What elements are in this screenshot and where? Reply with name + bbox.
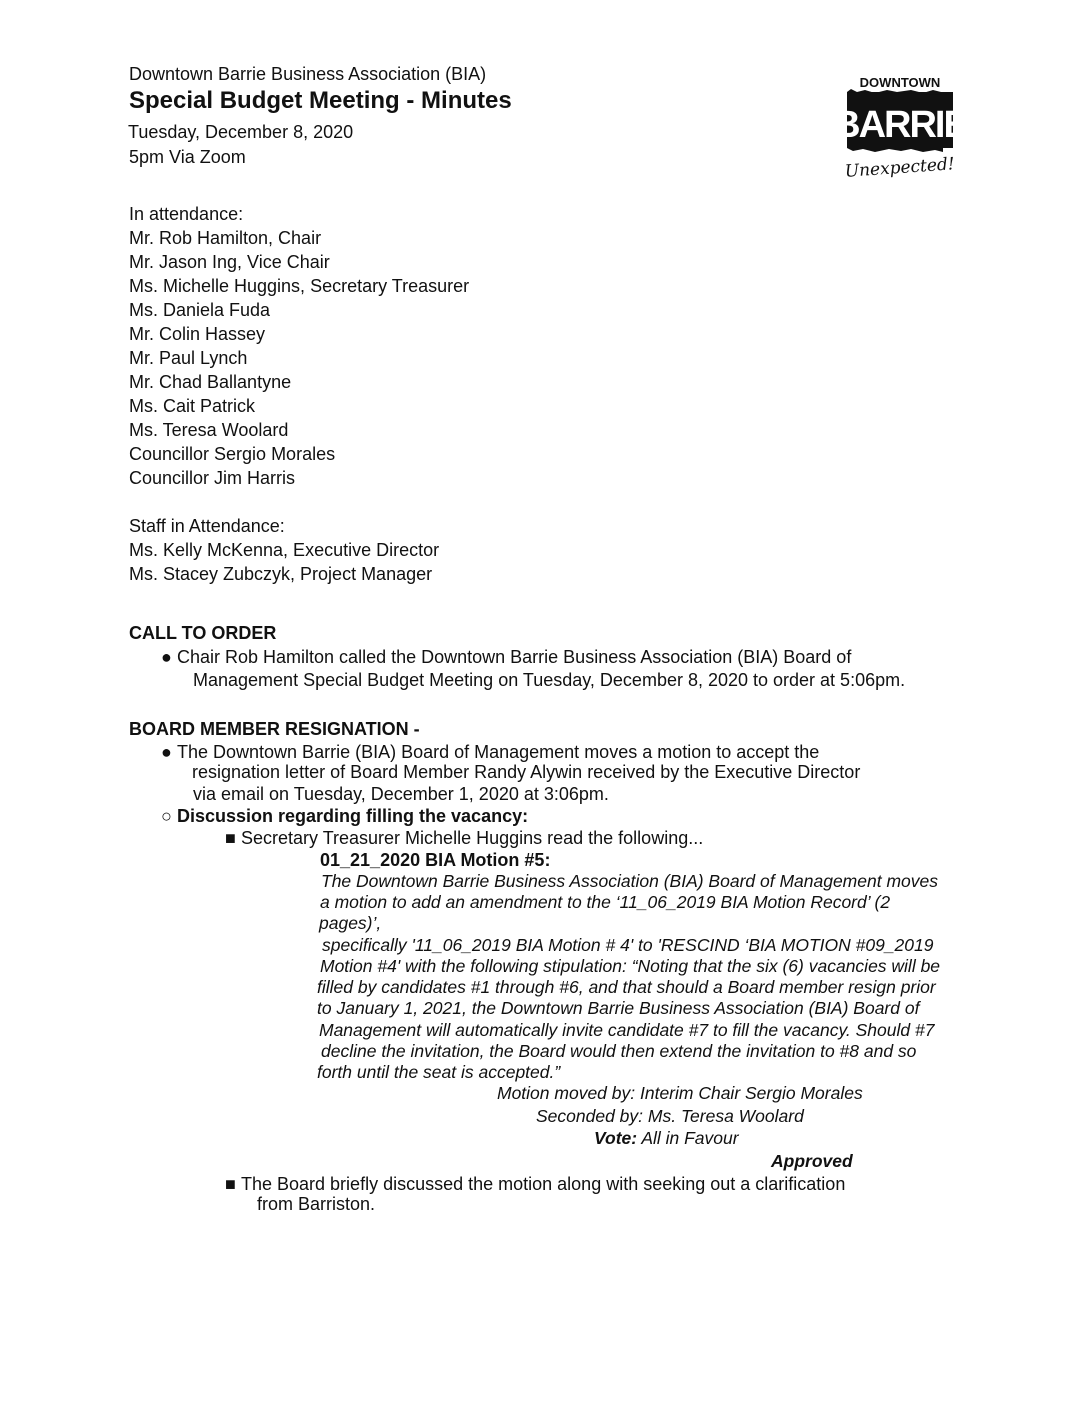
attendee: Mr. Colin Hassey	[129, 324, 266, 344]
resignation-text: resignation letter of Board Member Randy Alywin received by the Executive Director	[192, 762, 861, 782]
square-bullet-icon: ■	[225, 1174, 236, 1194]
motion-text: to January 1, 2021, the Downtown Barrie Business Association (BIA) Board of	[317, 998, 920, 1018]
discussion-text: from Barriston.	[257, 1194, 376, 1214]
page-title: Special Budget Meeting - Minutes	[129, 87, 512, 114]
motion-text: a motion to add an amendment to the ‘11_06_2019 BIA Motion Record’ (2	[320, 892, 891, 912]
square-bullet-icon: ■	[225, 828, 236, 848]
downtown-barrie-logo	[833, 72, 967, 182]
motion-text: pages)’,	[319, 913, 382, 933]
attendee: Mr. Rob Hamilton, Chair	[129, 228, 322, 248]
svg-text:Unexpected!: Unexpected!	[844, 154, 956, 182]
attendee: Ms. Cait Patrick	[129, 396, 256, 416]
staff-member: Ms. Stacey Zubczyk, Project Manager	[129, 564, 433, 584]
call-to-order-text: Management Special Budget Meeting on Tuesday, December 8, 2020 to order at 5:06pm.	[193, 670, 906, 690]
read-text: Secretary Treasurer Michelle Huggins read the following...	[241, 828, 704, 848]
motion-text: Management will automatically invite candidate #7 to fill the vacancy. Should #7	[319, 1020, 935, 1040]
approved-label: Approved	[771, 1151, 853, 1171]
svg-text:BARRIE: BARRIE	[833, 104, 967, 146]
svg-text:DOWNTOWN: DOWNTOWN	[859, 75, 941, 90]
motion-text: specifically '11_06_2019 BIA Motion # 4' to 'RESCIND ‘BIA MOTION #09_2019	[322, 935, 934, 955]
seconded-by: Seconded by: Ms. Teresa Woolard	[536, 1106, 804, 1126]
attendee: Councillor Jim Harris	[129, 468, 296, 488]
vote-label: Vote:	[594, 1128, 638, 1148]
call-to-order-heading: CALL TO ORDER	[129, 623, 277, 643]
bullet-icon: ●	[161, 742, 172, 762]
circle-bullet-icon: ○	[161, 806, 172, 826]
vote-value: All in Favour	[641, 1128, 739, 1148]
attendee: Mr. Chad Ballantyne	[129, 372, 292, 392]
motion-title: 01_21_2020 BIA Motion #5:	[320, 850, 551, 870]
discussion-text: The Board briefly discussed the motion along with seeking out a clarification	[241, 1174, 846, 1194]
meeting-date: Tuesday, December 8, 2020	[128, 122, 354, 142]
vote-line	[594, 1127, 739, 1149]
attendee: Ms. Michelle Huggins, Secretary Treasurer	[129, 276, 470, 296]
motion-text: decline the invitation, the Board would then extend the invitation to #8 and so	[321, 1041, 917, 1061]
discussion-heading: Discussion regarding filling the vacancy:	[177, 806, 529, 826]
org-name: Downtown Barrie Business Association (BIA)	[129, 64, 487, 84]
resignation-text: The Downtown Barrie (BIA) Board of Management moves a motion to accept the	[177, 742, 820, 762]
bullet-icon: ●	[161, 647, 172, 667]
motion-text: The Downtown Barrie Business Association (BIA) Board of Management moves	[321, 871, 938, 891]
resignation-heading: BOARD MEMBER RESIGNATION -	[129, 719, 420, 739]
meeting-location: 5pm Via Zoom	[129, 147, 246, 167]
attendee: Mr. Jason Ing, Vice Chair	[129, 252, 330, 272]
attendee: Mr. Paul Lynch	[129, 348, 248, 368]
attendee: Councillor Sergio Morales	[129, 444, 336, 464]
attendance-heading: In attendance:	[129, 204, 244, 224]
attendee: Ms. Daniela Fuda	[129, 300, 271, 320]
staff-heading: Staff in Attendance:	[129, 516, 285, 536]
call-to-order-text: Chair Rob Hamilton called the Downtown Barrie Business Association (BIA) Board of	[177, 647, 852, 667]
motion-text: filled by candidates #1 through #6, and that should a Board member resign prior	[317, 977, 936, 997]
motion-text: Motion #4' with the following stipulation: “Noting that the six (6) vacancies will be	[320, 956, 941, 976]
motion-text: forth until the seat is accepted.”	[317, 1062, 561, 1082]
attendee: Ms. Teresa Woolard	[129, 420, 289, 440]
moved-by: Motion moved by: Interim Chair Sergio Morales	[497, 1083, 863, 1103]
resignation-text: via email on Tuesday, December 1, 2020 at 3:06pm.	[193, 784, 609, 804]
staff-member: Ms. Kelly McKenna, Executive Director	[129, 540, 440, 560]
